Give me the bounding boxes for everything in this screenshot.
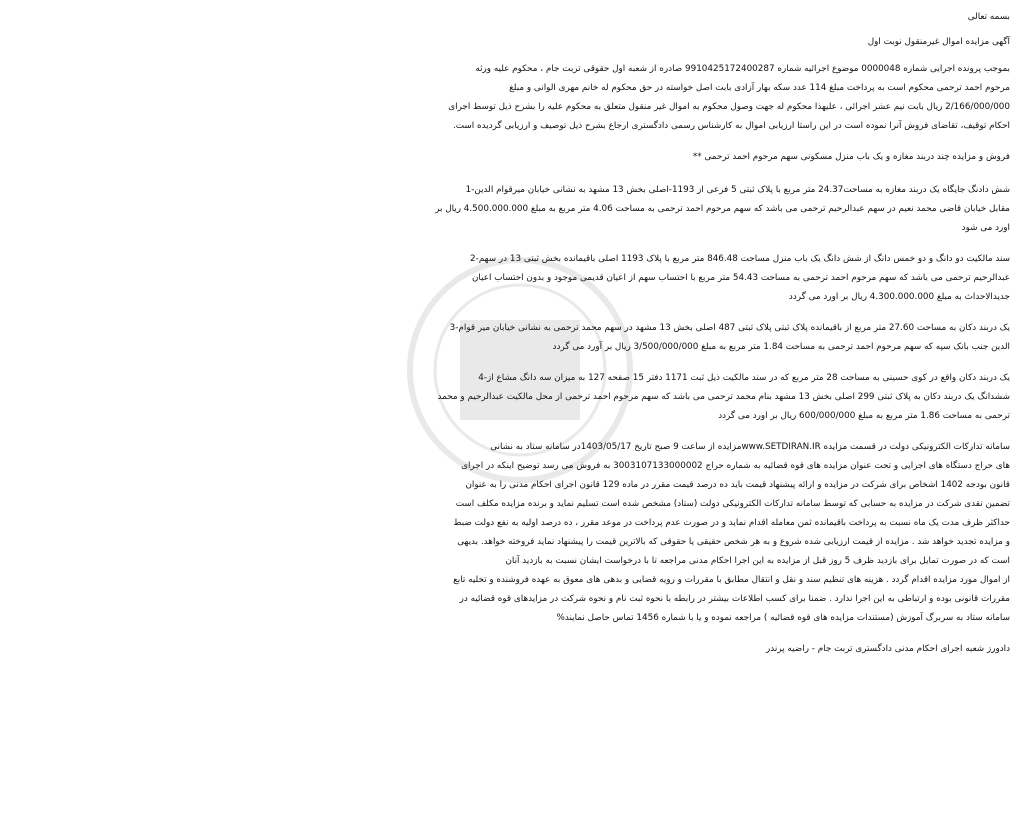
text-line: الدین جنب بانک سپه که سهم مرحوم احمد ترحمی به مساحت 1.84 متر مربع به مبلغ 3/500/000/000 ریال بر آورد می گردد <box>552 342 1010 352</box>
text-line: تضمین نقدی شرکت در مزایده به حسابی که توسط سامانه تدارکات الکترونیکی دولت (ستاد) مشخص شده است تسلیم نماید و برنده مزایده مکلف است <box>455 499 1010 509</box>
signature-line: دادورز شعبه اجرای احکام مدنی دادگستری تربت جام - راضیه پرندر <box>766 644 1010 654</box>
intro-paragraph <box>18 60 1010 136</box>
text-line: 2/166/000/000 ریال بابت نیم عشر اجرائی ، علیهذا محکوم له جهت وصول محکوم به اموال غیر منقول متعلق به محکوم علیه را بشرح ذیل توسط اجرای <box>448 102 1010 112</box>
text-line: مقررات قانونی بوده و ارتباطی به این اجرا ندارد . ضمنا برای کسب اطلاعات بیشتر در رابطه با نحوه ثبت نام و نحوه شرکت در مزایدهای قوه قضائیه در <box>459 594 1010 604</box>
text-line: قانون بودجه 1402 اشخاص برای شرکت در مزایده و ارائه پیشنهاد قیمت باید ده درصد قیمت مقرر در ماده 129 قانون اجرای احکام مدنی را به عنوان <box>465 480 1010 490</box>
sale-heading: فروش و مزایده چند دربند مغازه و یک باب منزل مسکونی سهم مرحوم احمد ترحمی ** <box>692 152 1010 162</box>
text-line: سند مالکیت دو دانگ و دو خمس دانگ از شش دانگ یک باب منزل مساحت 846.48 متر مربع با پلاک 1193 اصلی باقیمانده بخش ثبتی 13 در سهم-2 <box>470 254 1010 264</box>
auction-terms-paragraph <box>18 438 1010 628</box>
text-line: مقابل خیابان قاضی محمد نعیم در سهم عبدالرحیم ترحمی می باشد که سهم مرحوم احمد ترحمی به مساحت 4.06 متر مربع به مبلغ 4.500.000.000 ریال بر <box>435 204 1010 214</box>
text-line: است که در صورت تمایل برای بازدید ظرف 5 روز قبل از مزایده به این اجرا احکام مدنی مراجعه تا با درخواست ایشان نسبت به بازدید آنان <box>505 556 1010 566</box>
text-line: ترحمی به مساحت 1.86 متر مربع به مبلغ 600/000/000 ریال بر اورد می گردد <box>718 411 1010 421</box>
text-line: عبدالرحیم ترحمی می باشد که سهم مرحوم احمد ترحمی به مساحت 54.43 متر مربع با احتساب سهم از اعیان قدیمی موجود و بدون احتساب اعیان <box>471 273 1010 283</box>
text-line: از اموال مورد مزایده اقدام گردد . هزینه های تنظیم سند و نقل و انتقال مطابق با مقررات و رویه قضایی و بدهی های معوق به عهده فروشنده و تخلیه تابع <box>453 575 1010 585</box>
text-line: های حراج دستگاه های اجرایی و تحت عنوان مزایده های قوه قضائیه به شماره حراج 3003107133000002 به فروش می رسد توضیح اینکه در اجرای <box>461 461 1010 471</box>
bismillah-heading: بسمه تعالی <box>967 12 1010 22</box>
text-line: جدیدالاحداث به مبلغ 4.300.000.000 ریال بر اورد می گردد <box>788 292 1010 302</box>
property-item-2 <box>18 250 1010 307</box>
text-line: شش دادنگ جایگاه یک دربند مغازه به مساحت24.37 متر مربع با پلاک ثبتی 5 فرعی از 1193-اصلی بخش 13 مشهد به نشانی خیابان میرقوام الدین-1 <box>465 185 1010 195</box>
property-item-4 <box>18 369 1010 426</box>
text-line: حداکثر ظرف مدت یک ماه نسبت به پرداخت باقیمانده ثمن معامله اقدام نماید و در صورت عدم پرداخت در موعد مقرر ، ده درصد اولیه به نفع دولت ضبط <box>453 518 1010 528</box>
property-item-3 <box>18 319 1010 357</box>
text-line: یک دربند دکان واقع در کوی حسینی به مساحت 28 متر مربع که در سند مالکیت ذیل ثبت 1171 دفتر 15 صفحه 127 به میزان سه دانگ مشاع از-4 <box>478 373 1010 383</box>
text-line: و مزایده تجدید خواهد شد . مزایده از قیمت ارزیابی شده شروع و به هر شخص حقیقی یا حقوقی که بالاترین قیمت را پیشنهاد نماید فروخته خواهد. بدیهی <box>457 537 1010 547</box>
text-line: یک دربند دکان به مساحت 27.60 متر مربع از باقیمانده پلاک ثبتی پلاک ثبتی 487 اصلی بخش 13 مشهد در سهم محمد ترحمی به نشانی خیابان میر قوام-3 <box>449 323 1010 333</box>
text-line: ششدانگ یک دربند دکان به پلاک ثبتی 299 اصلی بخش 13 مشهد بنام محمد ترحمی می باشد که سهم مرحوم احمد ترحمی از محل مالکیت عبدالرحیم و محمد <box>437 392 1010 402</box>
text-line: سامانه تدارکات الکترونیکی دولت در قسمت مزایده www.SETDIRAN.IRمزایده از ساعت 9 صبح تاریخ 1403/05/17در سامانه ستاد به نشانی <box>490 442 1010 452</box>
text-line: احکام توقیف، تقاضای فروش آنرا نموده است در این راستا ارزیابی اموال به کارشناس رسمی دادگستری ارجاع بشرح ذیل توصیف و ارزیابی گردیده است. <box>452 121 1010 131</box>
text-line: مرحوم احمد ترحمی محکوم است به پرداخت مبلغ 114 عدد سکه بهار آزادی بابت اصل خواسته در حق محکوم له خانم مهری الوانی و مبلغ <box>509 83 1010 93</box>
page-title: آگهی مزایده اموال غیرمنقول نوبت اول <box>867 37 1010 47</box>
text-line: سامانه ستاد به سربرگ آموزش (مستندات مزایده های قوه قضائیه ) مراجعه نموده و یا با شماره 1456 تماس حاصل نمایند% <box>556 613 1010 623</box>
text-line: بموجب پرونده اجرایی شماره 0000048 موضوع اجرائیه شماره 9910425172400287 صادره از شعبه اول حقوقی تربت جام ، محکوم علیه ورثه <box>475 64 1010 74</box>
text-line: اورد می شود <box>961 223 1010 233</box>
property-item-1 <box>18 181 1010 238</box>
